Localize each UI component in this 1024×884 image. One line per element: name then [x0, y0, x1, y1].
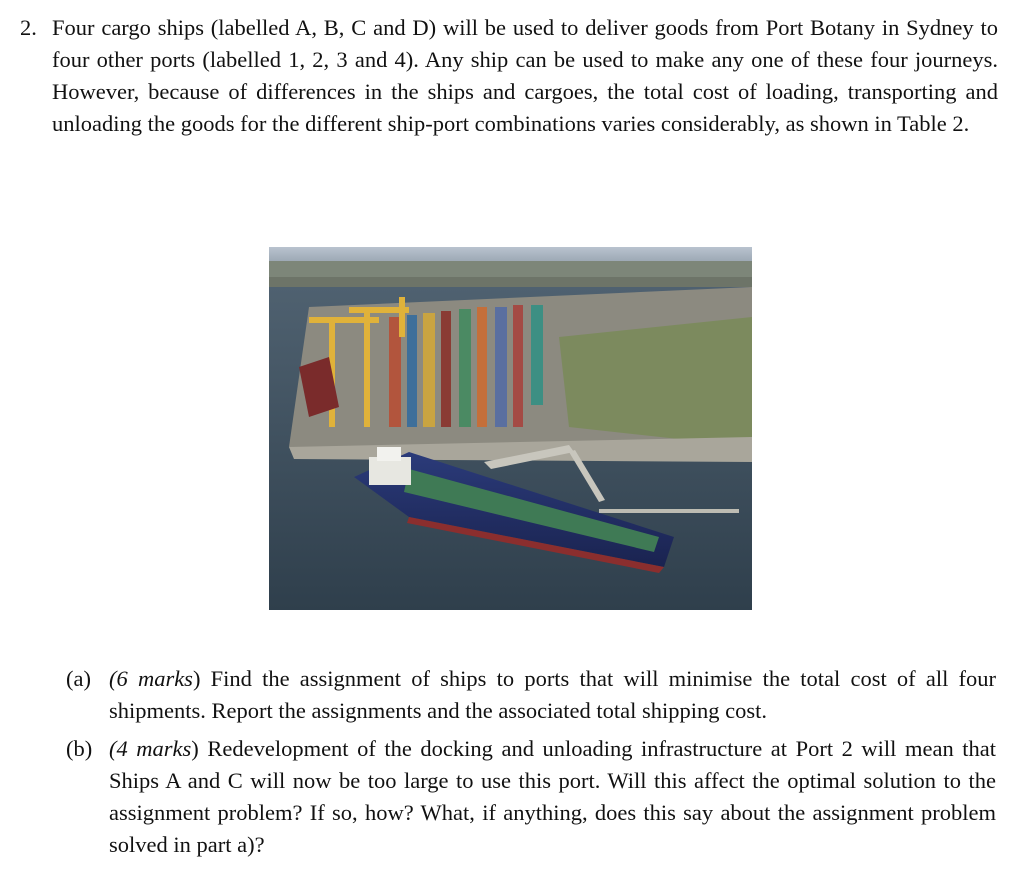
- part-a-label: (a): [66, 666, 91, 691]
- part-b-text: (4 marks) Redevelopment of the docking and unloading infrastructure at Port 2 will mean that Ships A and C will now be too large to use this port. Will this affect the optimal solution to the assignment problem? If so, how? What, if anything, does this say about the assignment problem solved in part a)?: [109, 736, 996, 857]
- question-text: Four cargo ships (labelled A, B, C and D) will be used to deliver goods from Port Botany in Sydney to four other ports (labelled 1, 2, 3 and 4). Any ship can be used to make any one of these four journeys. However, because of differences in the ships and cargoes, the total cost of loading, transporting and unloading the goods for the different ship-port combinations varies considerably, as shown in Table 2.: [52, 15, 998, 136]
- question-2: [20, 12, 998, 140]
- question-number: 2.: [20, 15, 37, 40]
- part-a-text: (6 marks) Find the assignment of ships to ports that will minimise the total cost of all four shipments. Report the assignments and the associated total shipping cost.: [109, 666, 996, 723]
- part-a-marks: (6 marks: [109, 666, 193, 691]
- aerial-port-illustration: [269, 247, 752, 610]
- port-botany-photo: [269, 247, 752, 610]
- question-parts: [66, 663, 996, 867]
- part-b: [66, 733, 996, 861]
- part-b-marks: (4 marks: [109, 736, 192, 761]
- part-b-label: (b): [66, 736, 93, 761]
- part-a: [66, 663, 996, 727]
